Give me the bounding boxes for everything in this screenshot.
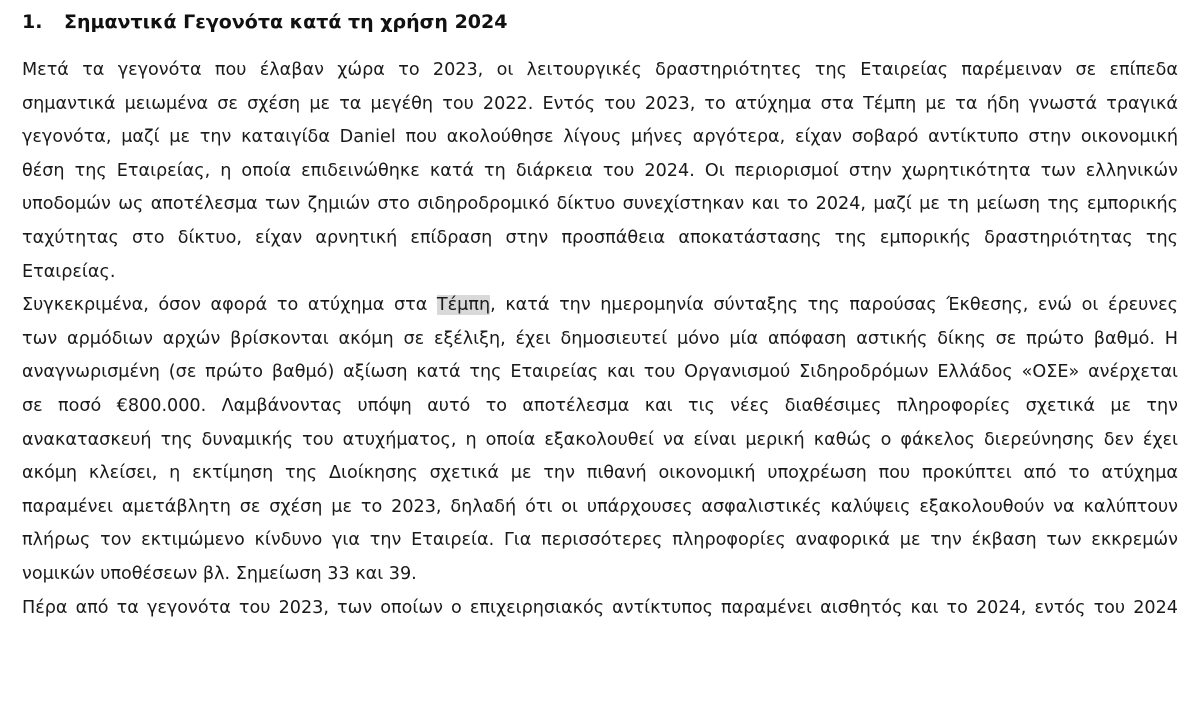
paragraph-2-line: νομικών υποθέσεων βλ. Σημείωση 33 και 39. — [22, 564, 417, 584]
paragraph-1-line: υποδομών ως αποτέλεσμα των ζημιών στο σιδηροδρομικό δίκτυο συνεχίστηκαν και το 2024, μαζί με τη μείωση της εμπορικής — [22, 194, 1178, 215]
text-segment: , κατά την ημερομηνία σύνταξης της παρούσας Έκθεσης, ενώ οι έρευνες — [490, 295, 1178, 316]
paragraph-2-line: πλήρως τον εκτιμώμενο κίνδυνο για την Εταιρεία. Για περισσότερες πληροφορίες αναφορικά με την έκβαση των εκκρεμών — [22, 530, 1178, 551]
paragraph-2-first-line — [22, 289, 1178, 321]
paragraph-1-line: σημαντικά μειωμένα σε σχέση με τα μεγέθη του 2022. Εντός του 2023, το ατύχημα στα Τέμπη με τα ήδη γνωστά τραγικά — [22, 93, 1178, 114]
paragraph-2-line: αναγνωρισμένη (σε πρώτο βαθμό) αξίωση κατά της Εταιρείας και του Οργανισμού Σιδηροδρόμων Ελλάδος «ΟΣΕ» ανέρχεται — [22, 362, 1178, 383]
paragraph-1-line: Μετά τα γεγονότα που έλαβαν χώρα το 2023, οι λειτουργικές δραστηριότητες της Εταιρείας παρέμειναν σε επίπεδα — [22, 60, 1178, 80]
paragraph-1-line: γεγονότα, μαζί με την καταιγίδα Daniel που ακολούθησε λίγους μήνες αργότερα, είχαν σοβαρό αντίκτυπο στην οικονομική — [22, 127, 1178, 148]
paragraph-2-line: ανακατασκευή της δυναμικής του ατυχήματος, η οποία εξακολουθεί να είναι μερική καθώς ο φάκελος διερεύνησης δεν έχει — [22, 429, 1178, 450]
paragraph-2-line: των αρμόδιων αρχών βρίσκονται ακόμη σε εξέλιξη, έχει δημοσιευτεί μόνο μία απόφαση αστικής δίκης σε πρώτο βαθμό. Η — [22, 328, 1178, 349]
highlighted-word[interactable]: Τέμπη — [436, 295, 491, 316]
paragraph-3-line: Πέρα από τα γεγονότα του 2023, των οποίων ο επιχειρησιακός αντίκτυπος παραμένει αισθητός και το 2024, εντός του 2024 — [22, 597, 1178, 618]
paragraph-1-line: ταχύτητας στο δίκτυο, είχαν αρνητική επίδραση στην προσπάθεια αποκατάστασης της εμπορικής δραστηριότητας της — [22, 228, 1178, 248]
paragraph-2-line: παραμένει αμετάβλητη σε σχέση με το 2023, δηλαδή ότι οι υπάρχουσες ασφαλιστικές καλύψεις εξακολουθούν να καλύπτουν — [22, 496, 1178, 517]
paragraph-1-line: Εταιρείας. — [22, 261, 116, 282]
section-heading — [22, 6, 507, 38]
paragraph-2-line: σε ποσό €800.000. Λαμβάνοντας υπόψη αυτό το αποτέλεσμα και τις νέες διαθέσιμες πληροφορίες σχετικά με την — [22, 396, 1178, 416]
text-segment: Συγκεκριμένα, όσον αφορά το ατύχημα στα — [22, 295, 437, 316]
section-title: Σημαντικά Γεγονότα κατά τη χρήση 2024 — [64, 11, 508, 33]
section-number: 1. — [22, 11, 43, 33]
paragraph-2-line: ακόμη κλείσει, η εκτίμηση της Διοίκησης σχετικά με την πιθανή οικονομική υποχρέωση που προκύπτει από το ατύχημα — [22, 463, 1178, 484]
paragraph-1-line: θέση της Εταιρείας, η οποία επιδεινώθηκε κατά τη διάρκεια του 2024. Οι περιορισμοί στην χωρητικότητα των ελληνικών — [22, 160, 1178, 181]
